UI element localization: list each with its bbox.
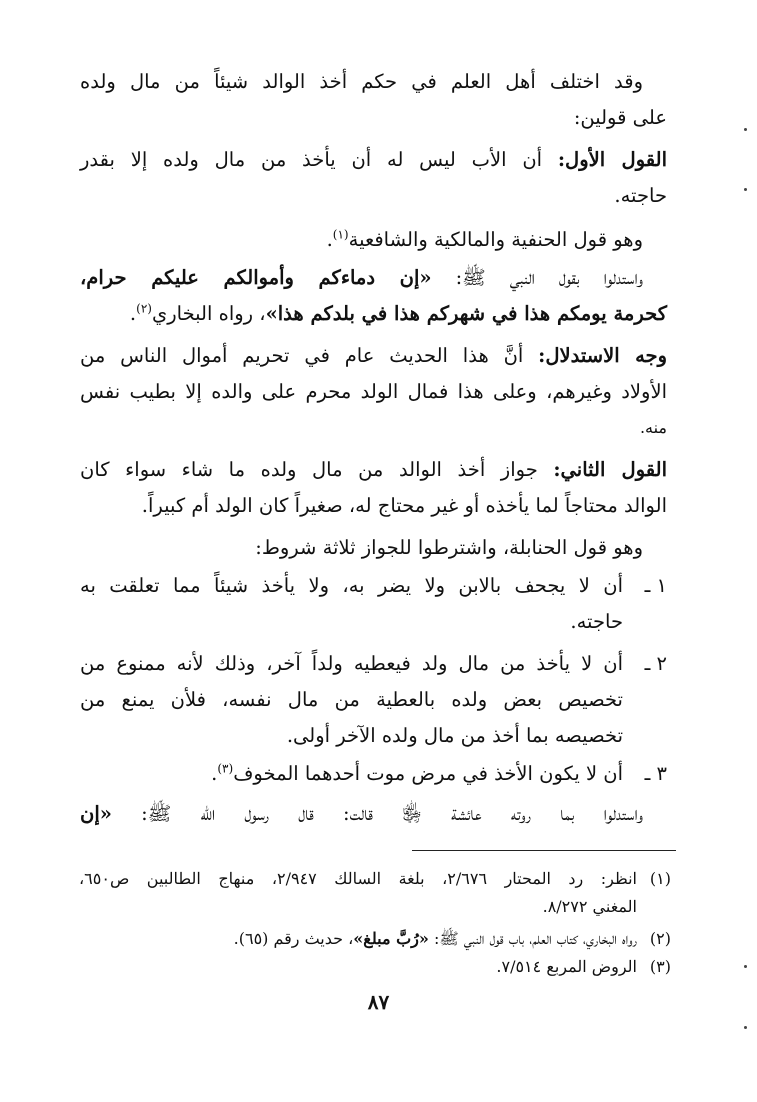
scan-speck — [744, 188, 747, 191]
proof-lead: واستدلوا بقول النبي ﷺ: — [431, 266, 643, 289]
second-opinion-heading: القول الثاني: — [553, 458, 667, 481]
inference-line-3: منه. — [639, 418, 667, 437]
footnote-3-number: (٣) — [649, 957, 671, 976]
footnote-2-number: (٢) — [649, 929, 671, 948]
punctuation: . — [129, 302, 137, 325]
first-opinion-proof-line-1 — [80, 264, 643, 292]
second-opinion-view: وهو قول الحنابلة، واشترطوا للجواز ثلاثة شروط: — [255, 536, 643, 559]
condition-1-line-2: حاجته. — [570, 610, 623, 633]
proof-tail: ، رواه البخاري — [151, 302, 266, 325]
condition-3-text: أن لا يكون الأخذ في مرض موت أحدهما المخوف — [233, 762, 623, 785]
footnote-1-line-1: انظر: رد المحتار ٢/٦٧٦، بلغة السالك ٢/٩٤٧، منهاج الطالبين ص٦٥٠، — [79, 869, 637, 888]
hadith-start: «إن — [80, 802, 112, 825]
inference-heading: وجه الاستدلال: — [538, 344, 668, 367]
first-opinion-proof-line-2 — [130, 300, 667, 328]
condition-3-line-1 — [211, 760, 623, 788]
footnote-2-text — [234, 928, 637, 950]
footnote-2-lead: رواه البخاري، كتاب العلم، باب قول النبي ﷺ: — [428, 929, 637, 948]
condition-2-line-3: تخصيصه بما أخذ من مال ولده الآخر أولى. — [286, 724, 623, 747]
punctuation: . — [211, 762, 218, 785]
condition-2-line-1: أن لا يأخذ من مال ولد فيعطيه ولداً آخر، وذلك لأنه ممنوع من — [80, 652, 623, 675]
footnote-ref-2[interactable]: (٢) — [136, 301, 152, 316]
footnote-1-line-2: المغني ٨/٢٧٢. — [542, 897, 637, 916]
condition-1-line-1: أن لا يجحف بالابن ولا يضر به، ولا يأخذ شيئاً مما تعلقت به — [80, 574, 623, 597]
footnote-3-text: الروض المربع ٧/٥١٤. — [496, 957, 637, 976]
condition-number-2: ٢ ـ — [644, 652, 667, 675]
hadith-text-2: كحرمة يومكم هذا في شهركم هذا في بلدكم هذا» — [265, 302, 667, 325]
footnote-2-tail: ، حديث رقم (٦٥). — [233, 929, 354, 948]
first-opinion-line-2: حاجته. — [614, 184, 667, 207]
first-opinion-text: أن الأب ليس له أن يأخذ من مال ولده إلا بقدر — [80, 148, 558, 171]
inference-line-2: الأولاد وغيرهم، وعلى هذا فمال الولد محرم على والده إلا بطيب نفس — [80, 380, 667, 403]
footnote-ref-1[interactable]: (١) — [332, 227, 349, 242]
second-opinion-proof — [80, 800, 643, 828]
footnote-separator — [412, 850, 676, 851]
punctuation: . — [326, 228, 333, 251]
scan-speck — [744, 1026, 747, 1029]
scan-speck — [744, 965, 747, 968]
paragraph-intro-line-1: وقد اختلف أهل العلم في حكم أخذ الوالد شيئاً من مال ولده — [80, 70, 643, 93]
first-opinion-view — [327, 226, 643, 254]
inference-line-1 — [80, 342, 667, 370]
condition-number-3: ٣ ـ — [644, 762, 667, 785]
footnote-ref-3[interactable]: (٣) — [217, 761, 234, 776]
first-opinion-heading: القول الأول: — [557, 148, 668, 171]
inference-text: أنَّ هذا الحديث عام في تحريم أموال الناس من — [80, 344, 539, 367]
first-opinion-view-text: وهو قول الحنفية والمالكية والشافعية — [348, 228, 643, 251]
page-number: ٨٧ — [367, 990, 390, 1014]
condition-number-1: ١ ـ — [644, 574, 667, 597]
first-opinion-line-1 — [80, 146, 667, 174]
condition-2-line-2: تخصيص بعض ولده بالعطية من مال نفسه، فلأن يمنع من — [80, 688, 623, 711]
footnote-1-number: (١) — [649, 869, 671, 888]
second-opinion-line-1 — [80, 456, 667, 484]
hadith-text-1: «إن دماءكم وأموالكم عليكم حرام، — [80, 266, 432, 289]
second-opinion-text: جواز أخذ الوالد من مال ولده ما شاء سواء كان — [80, 458, 554, 481]
proof-lead: واستدلوا بما روته عائشة ﵂ قالت: قال رسول الله ﷺ: — [111, 802, 643, 825]
second-opinion-line-2: الوالد محتاجاً لما يأخذه أو غير محتاج له، صغيراً كان الولد أم كبيراً. — [141, 494, 667, 517]
footnote-2-bold: «رُبَّ مبلغ» — [353, 929, 429, 948]
scan-speck — [744, 128, 747, 131]
paragraph-intro-line-2: على قولين: — [573, 106, 667, 129]
